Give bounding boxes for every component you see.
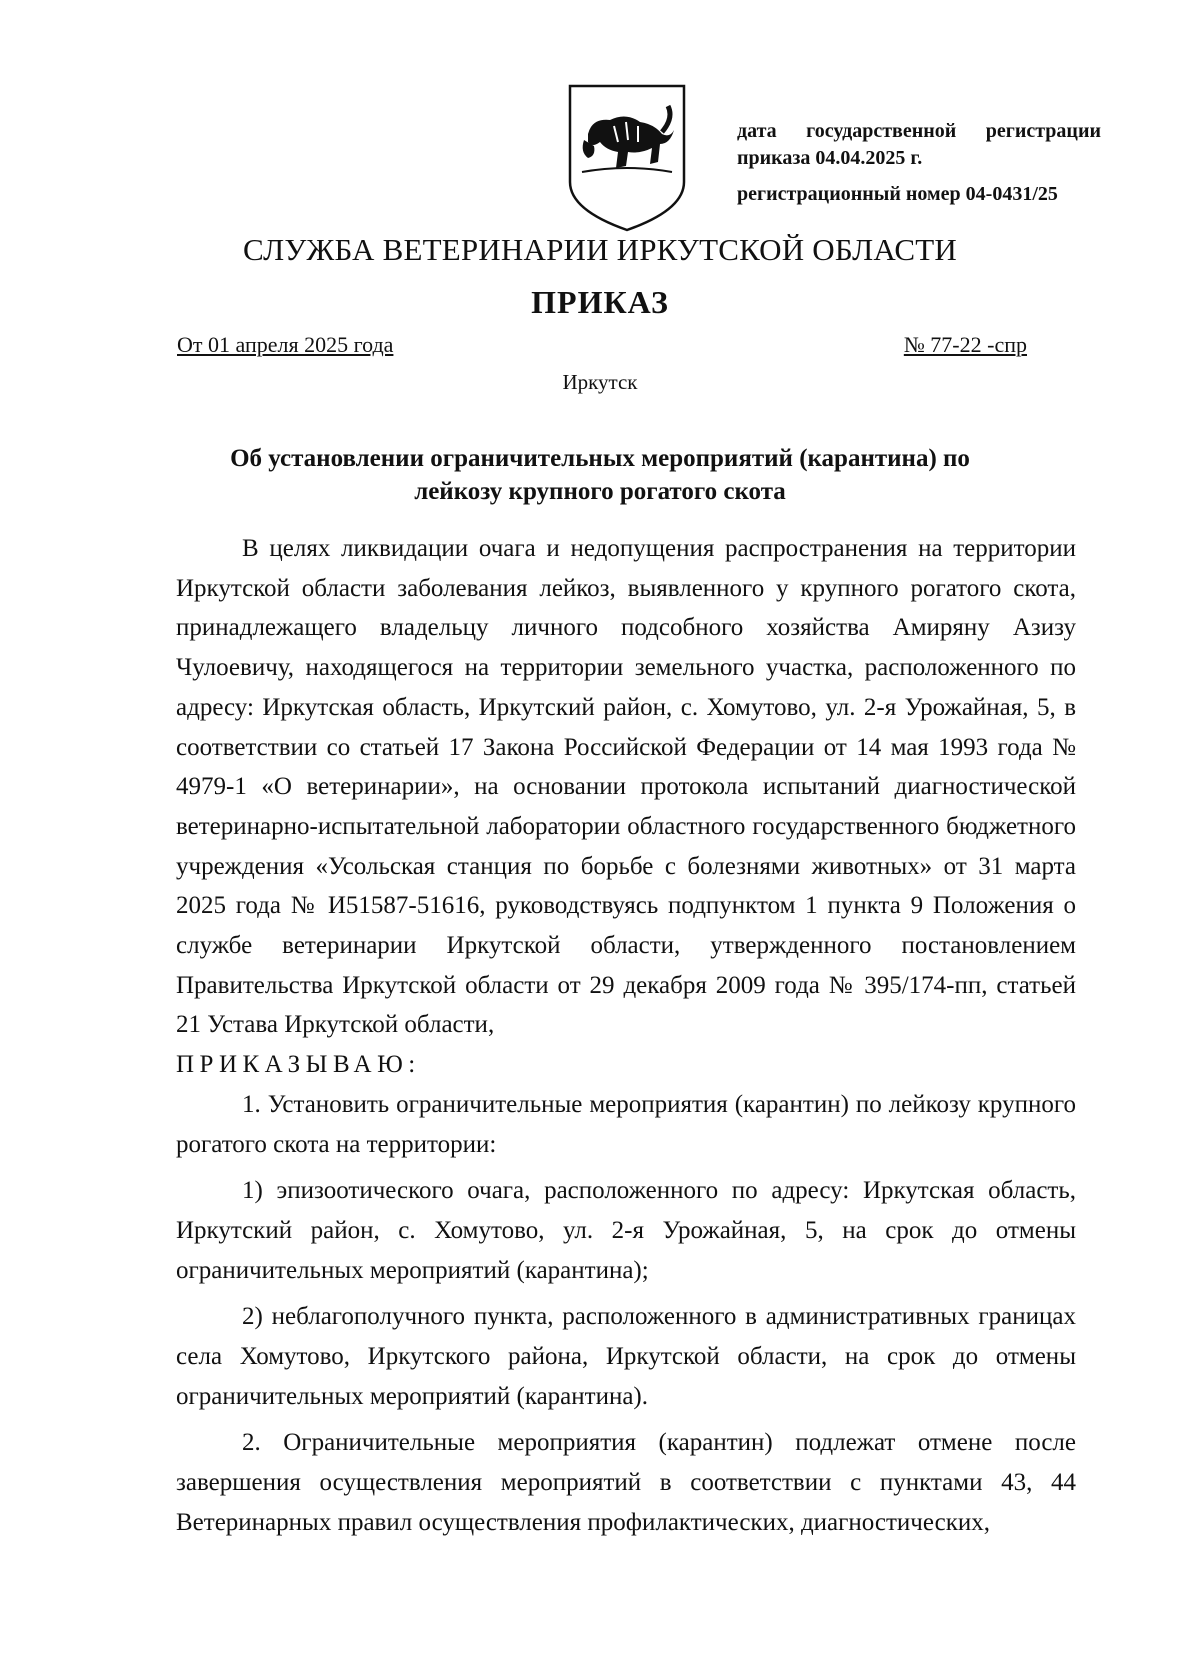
order-title-line: Об установлении ограничительных мероприятий (карантина) по <box>230 445 970 472</box>
registration-stamp <box>737 118 1101 208</box>
order-subitem-2: 2) неблагополучного пункта, расположенного в административных границах села Хомутово, Иркутского района, Иркутской области, на срок до отмены ограничительных мероприятий (карантина). <box>176 1303 1076 1410</box>
order-date: От 01 апреля 2025 года <box>177 332 394 357</box>
order-word: ПРИКАЗЫВАЮ: <box>176 1051 421 1079</box>
order-city: Иркутск <box>562 370 638 394</box>
agency-name: СЛУЖБА ВЕТЕРИНАРИИ ИРКУТСКОЙ ОБЛАСТИ <box>243 232 957 267</box>
order-body <box>176 529 1076 1543</box>
order-number: № 77-22 -спр <box>903 332 1027 357</box>
order-item-1: 1. Установить ограничительные мероприятия (карантин) по лейкозу крупного рогатого скота на территории: <box>176 1090 1076 1158</box>
preamble-paragraph: В целях ликвидации очага и недопущения распространения на территории Иркутской области заболевания лейкоз, выявленного у крупного рогатого скота, принадлежащего владельцу личного подсобного хозяйства Амиряну Азизу Чулоевичу, находящегося на территории земельного участка, расположенного по адресу: Иркутская область, Иркутский район, с. Хомутово, ул. 2-я Урожайная, 5, в соответствии со статьей 17 Закона Российской Федерации от 14 мая 1993 года № 4979-1 «О ветеринарии», на основании протокола испытаний диагностической ветеринарно-испытательной лаборатории областного государственного бюджетного учреждения «Усольская станция по борьбе с болезнями животных» от 31 марта 2025 года № И51587-51616, руководствуясь подпунктом 1 пункта 9 Положения о службе ветеринарии Иркутской области, утвержденного постановлением Правительства Иркутской области от 29 декабря 2009 года № 395/174-пп, статьей 21 Устава Иркутской области, <box>176 535 1076 1039</box>
irkutsk-coat-of-arms-icon <box>566 82 688 234</box>
order-subitem-1: 1) эпизоотического очага, расположенного по адресу: Иркутская область, Иркутский район, с. Хомутово, ул. 2-я Урожайная, 5, на срок до отмены ограничительных мероприятий (карантина); <box>176 1177 1076 1284</box>
order-title-line: лейкозу крупного рогатого скота <box>414 478 786 505</box>
coat-of-arms <box>566 82 688 234</box>
order-item-2: 2. Ограничительные мероприятия (карантин) подлежат отмене после завершения осуществления мероприятий в соответствии с пунктами 43, 44 Ветеринарных правил осуществления профилактических, диагностических, <box>176 1429 1076 1536</box>
registration-date: приказа 04.04.2025 г. <box>737 147 923 169</box>
order-title <box>180 442 1020 508</box>
document-type: ПРИКАЗ <box>531 284 669 320</box>
registration-date-label: дата государственной регистрации <box>737 120 1101 142</box>
registration-number: регистрационный номер 04-0431/25 <box>737 183 1058 205</box>
